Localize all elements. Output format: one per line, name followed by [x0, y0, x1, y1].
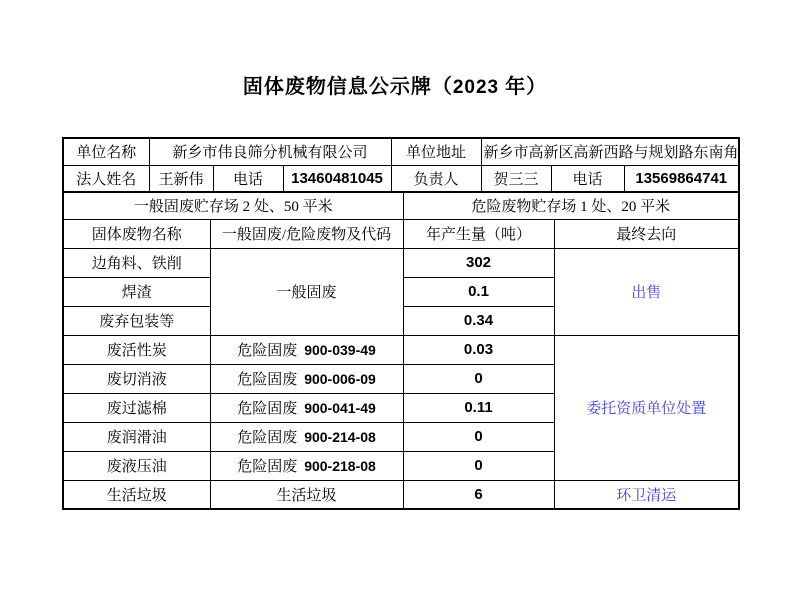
page-title-year: 2023 — [452, 77, 500, 98]
unit-info-table — [62, 137, 740, 193]
unit-name-label: 单位名称 — [63, 138, 149, 165]
manager-label: 负责人 — [391, 165, 481, 192]
code-number: 900-039-49 — [304, 342, 376, 358]
waste-name: 废润滑油 — [63, 422, 210, 451]
waste-amount: 0 — [403, 364, 554, 393]
header-waste-name: 固体废物名称 — [63, 219, 210, 248]
waste-amount: 302 — [403, 248, 554, 277]
waste-name: 边角料、铁削 — [63, 248, 210, 277]
code-label: 危险固废 — [237, 343, 298, 359]
waste-name: 废液压油 — [63, 451, 210, 480]
unit-name-row — [63, 138, 739, 165]
waste-row — [63, 248, 739, 277]
waste-name: 生活垃圾 — [63, 480, 210, 509]
waste-name: 废活性炭 — [63, 335, 210, 364]
code-number: 900-218-08 — [304, 458, 376, 474]
waste-row — [63, 480, 739, 509]
legal-person-label: 法人姓名 — [63, 165, 149, 192]
waste-code-cell — [210, 393, 403, 422]
code-number: 900-214-08 — [304, 429, 376, 445]
waste-name: 废弃包装等 — [63, 306, 210, 335]
legal-phone-label: 电话 — [213, 165, 283, 192]
waste-amount: 0.34 — [403, 306, 554, 335]
waste-amount: 0.03 — [403, 335, 554, 364]
manager-phone-value: 13569864741 — [624, 165, 739, 192]
waste-category-general: 一般固废 — [210, 248, 403, 335]
legal-person-value: 王新伟 — [149, 165, 213, 192]
header-destination: 最终去向 — [554, 219, 739, 248]
destination-sanitation: 环卫清运 — [554, 480, 739, 509]
code-number: 900-041-49 — [304, 400, 376, 416]
general-storage-cell: 一般固废贮存场 2 处、50 平米 — [63, 192, 403, 219]
manager-value: 贺三三 — [481, 165, 551, 192]
legal-phone-value: 13460481045 — [283, 165, 391, 192]
destination-sell: 出售 — [554, 248, 739, 335]
code-label: 危险固废 — [237, 459, 298, 475]
waste-amount: 0.11 — [403, 393, 554, 422]
waste-amount: 6 — [403, 480, 554, 509]
page-title-prefix: 固体废物信息公示牌（ — [242, 76, 453, 98]
waste-code-cell — [210, 422, 403, 451]
header-waste-code: 一般固废/危险废物及代码 — [210, 219, 403, 248]
waste-list-table — [62, 191, 740, 510]
storage-row — [63, 192, 739, 219]
waste-name: 废切消液 — [63, 364, 210, 393]
waste-amount: 0 — [403, 451, 554, 480]
waste-header-row — [63, 219, 739, 248]
page-title — [0, 70, 790, 99]
waste-code-cell — [210, 364, 403, 393]
waste-amount: 0.1 — [403, 277, 554, 306]
waste-amount: 0 — [403, 422, 554, 451]
legal-person-row — [63, 165, 739, 192]
waste-code-cell — [210, 335, 403, 364]
waste-name: 焊渣 — [63, 277, 210, 306]
code-label: 危险固废 — [237, 401, 298, 417]
page-title-suffix: 年） — [499, 76, 548, 98]
unit-address-label: 单位地址 — [391, 138, 481, 165]
hazardous-storage-cell: 危险废物贮存场 1 处、20 平米 — [403, 192, 739, 219]
code-number: 900-006-09 — [304, 371, 376, 387]
waste-row — [63, 335, 739, 364]
header-annual-amount: 年产生量（吨） — [403, 219, 554, 248]
unit-address-value: 新乡市高新区高新西路与规划路东南角 — [481, 138, 739, 165]
waste-code-cell — [210, 451, 403, 480]
manager-phone-label: 电话 — [551, 165, 624, 192]
destination-entrusted-disposal: 委托资质单位处置 — [554, 335, 739, 480]
waste-category-household: 生活垃圾 — [210, 480, 403, 509]
code-label: 危险固废 — [237, 430, 298, 446]
code-label: 危险固废 — [237, 372, 298, 388]
unit-name-value: 新乡市伟良筛分机械有限公司 — [149, 138, 391, 165]
notice-board-table — [62, 137, 738, 510]
waste-name: 废过滤棉 — [63, 393, 210, 422]
